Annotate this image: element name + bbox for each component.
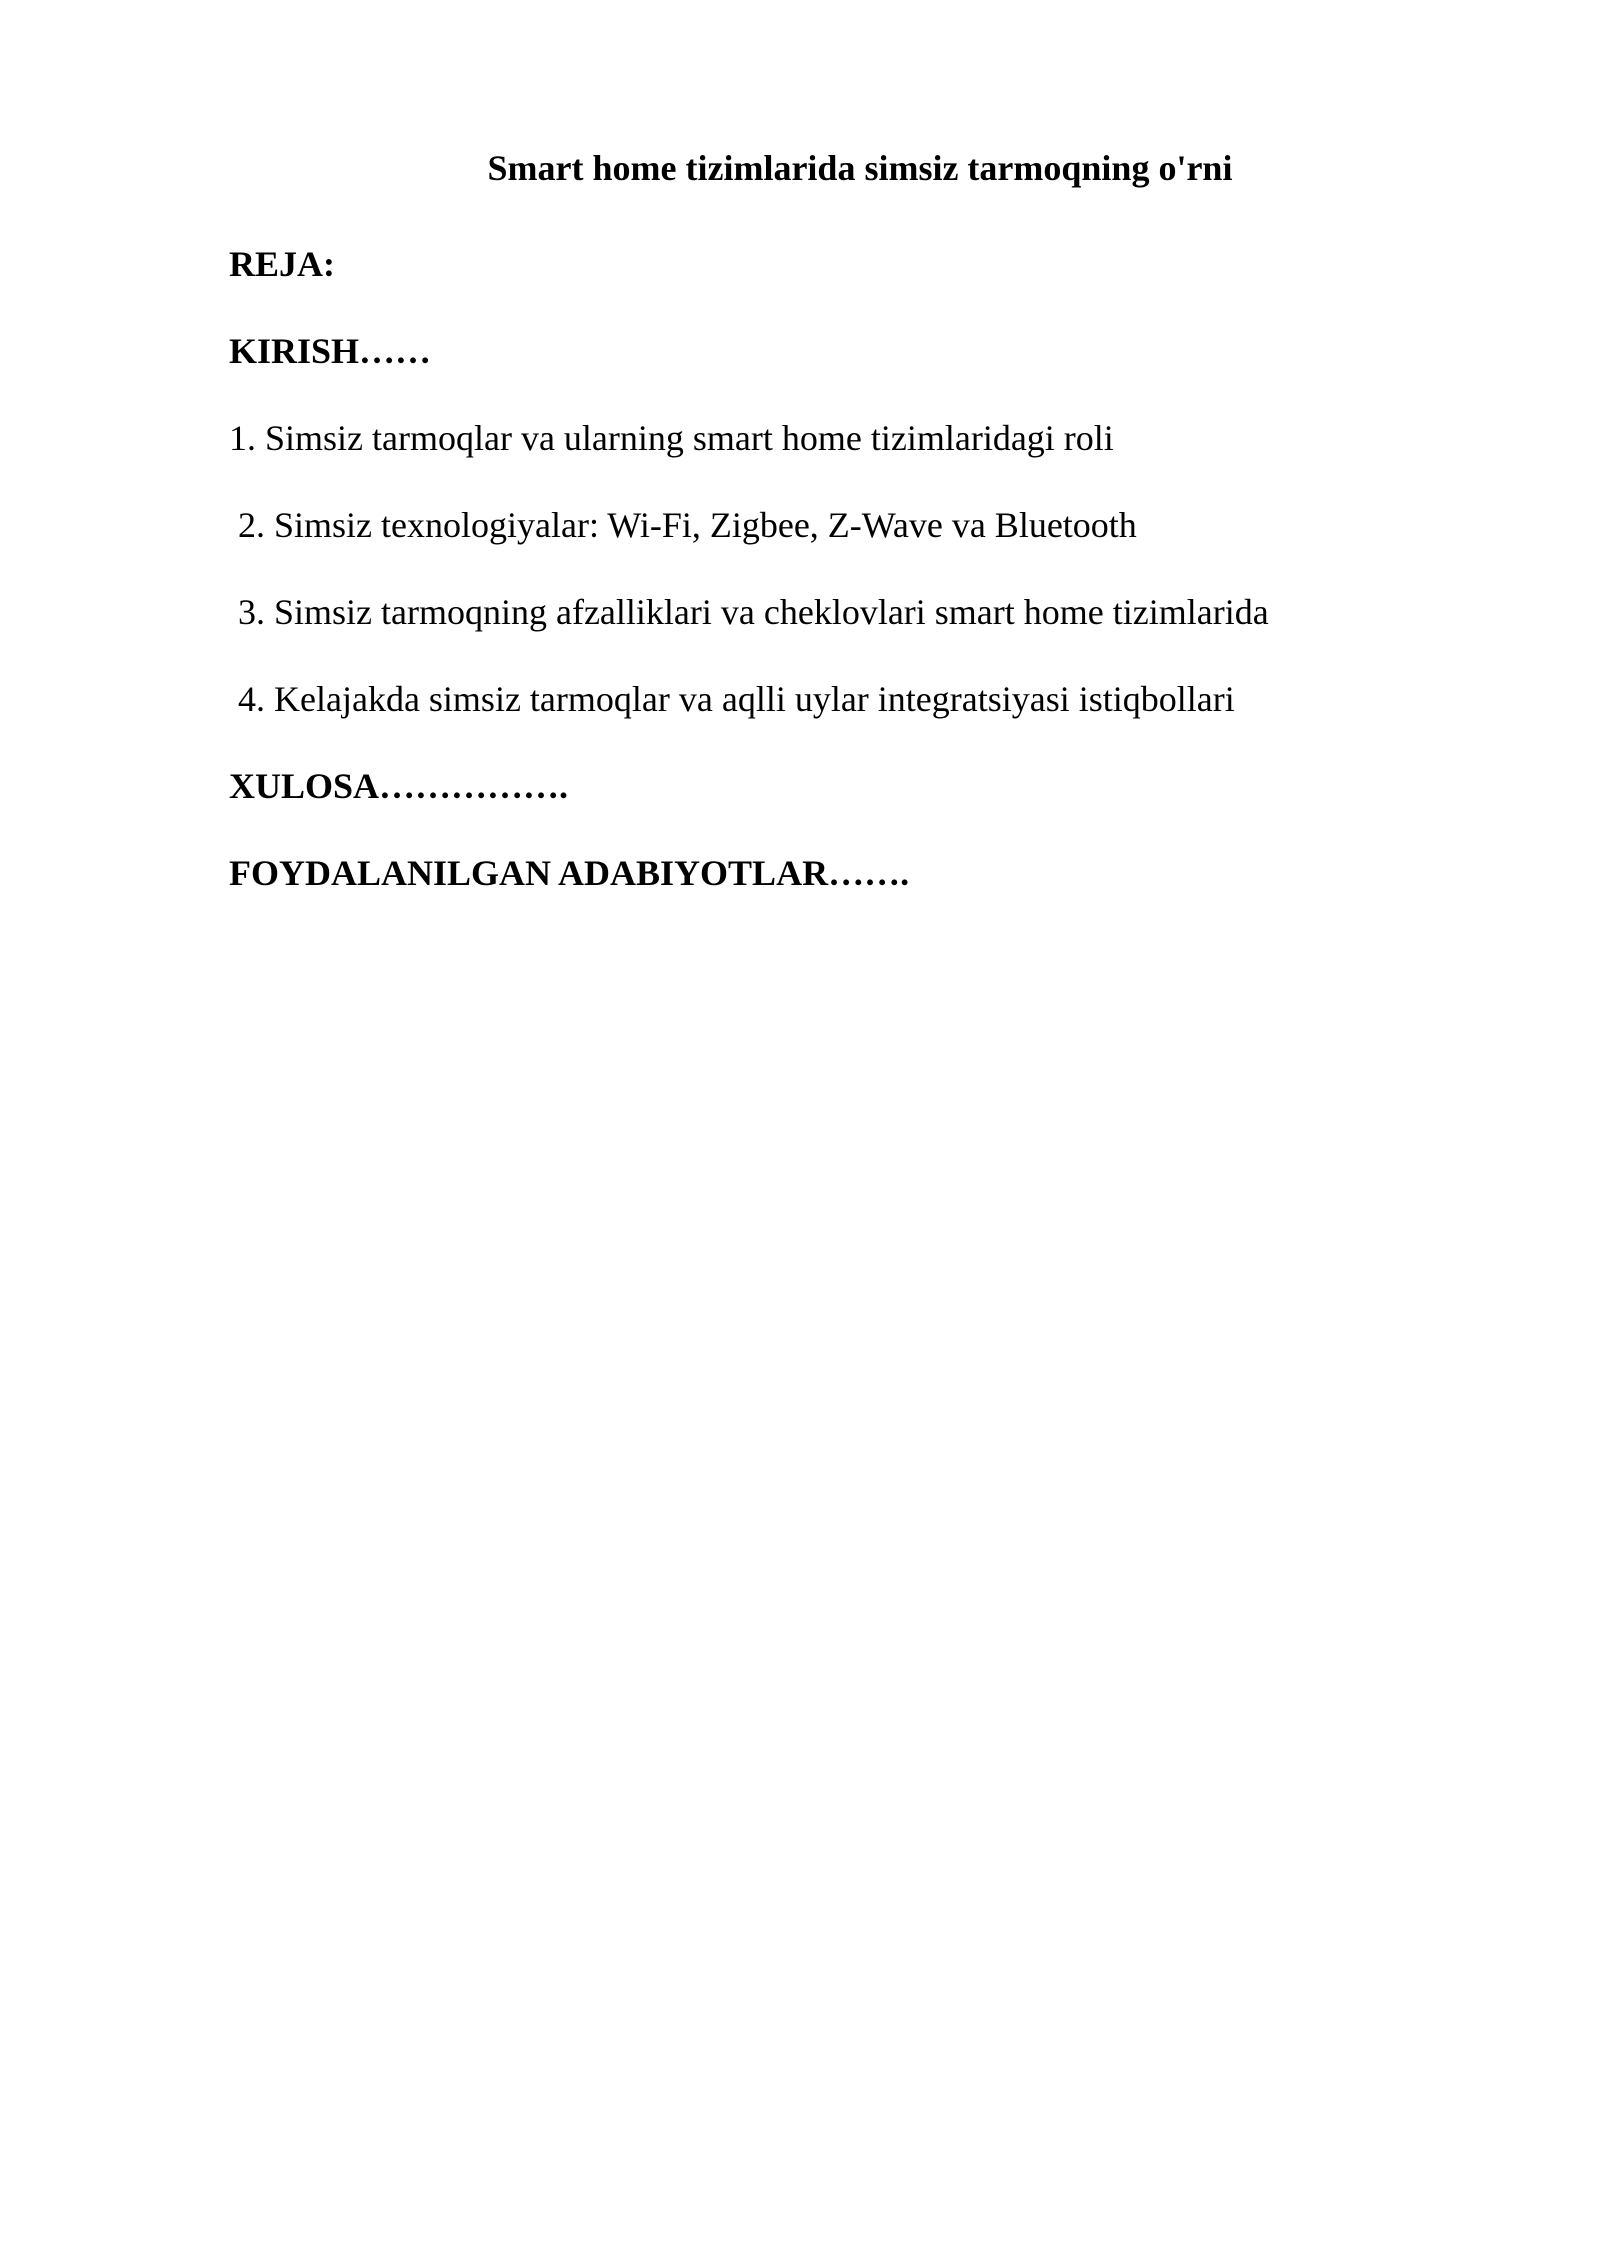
plan-heading: REJA:: [229, 244, 335, 284]
plan-item-2: 2. Simsiz texnologiyalar: Wi-Fi, Zigbee, Z-Wave va Bluetooth: [238, 505, 1137, 545]
plan-item-3: 3. Simsiz tarmoqning afzalliklari va cheklovlari smart home tizimlarida: [238, 592, 1269, 632]
references-heading: FOYDALANILGAN ADABIYOTLAR…….: [229, 853, 910, 893]
plan-item-4: 4. Kelajakda simsiz tarmoqlar va aqlli uylar integratsiyasi istiqbollari: [238, 679, 1235, 719]
document-title: Smart home tizimlarida simsiz tarmoqning o'rni: [487, 148, 1233, 188]
plan-item-1: 1. Simsiz tarmoqlar va ularning smart home tizimlaridagi roli: [229, 418, 1114, 458]
intro-heading: KIRISH……: [229, 331, 432, 371]
conclusion-heading: XULOSA…………….: [229, 766, 569, 806]
